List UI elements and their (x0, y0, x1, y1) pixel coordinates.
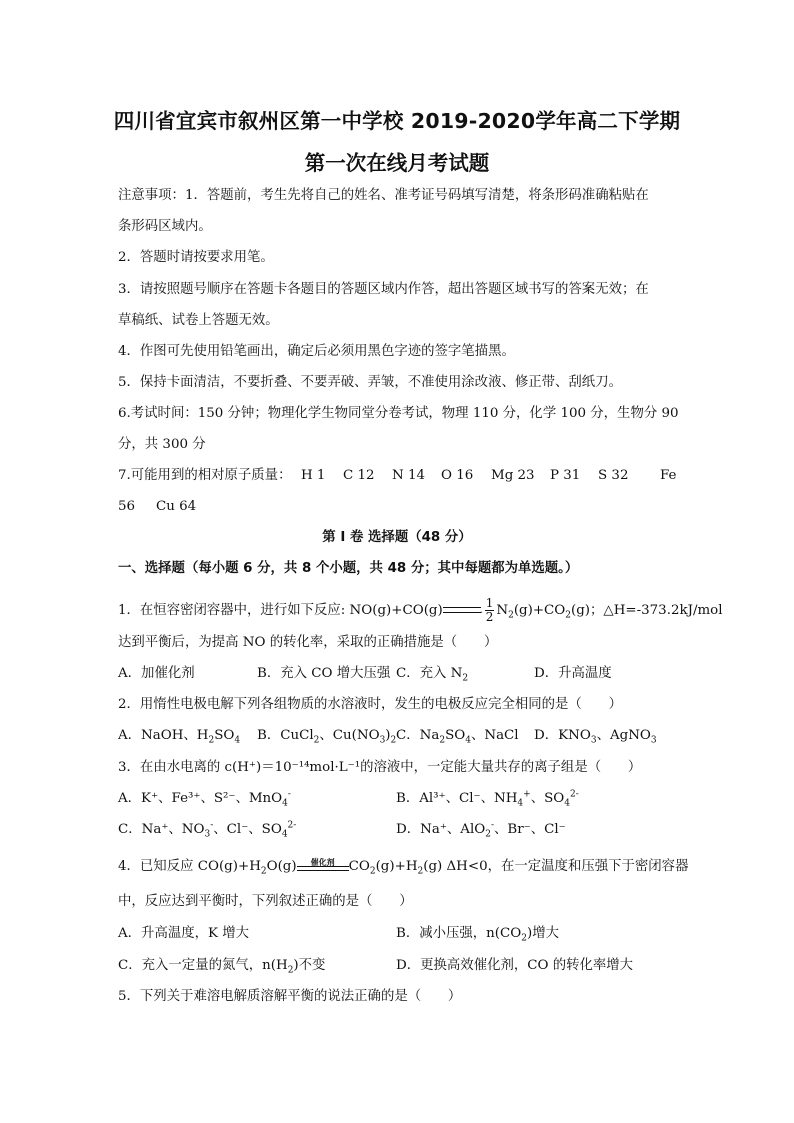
mass-fe: Fe (660, 468, 677, 483)
note-1b: 条形码区域内。 (118, 219, 212, 234)
q1-option-c: C．充入 $N_2$ (396, 666, 469, 684)
q2-option-c: C．$Na_2SO_4$、NaCl (396, 728, 519, 746)
q4-option-b: B．减小压强，$n(CO_2)$增大 (396, 926, 560, 944)
q2-option-a: A．NaOH、$H_2SO_4$ (118, 728, 241, 746)
question-1-stem: 1．在恒容密闭容器中，进行如下反应: NO(g)+CO(g) ⇀ $\frac{1}{2}$ $N_2(g)+CO_2(g)$；△H=-373.2kJ/mol (118, 596, 723, 624)
note-3a: 3．请按照题号顺序在答题卡各题目的答题区域内作答，超出答题区域书写的答案无效；在 (118, 282, 649, 297)
q3-option-a: A．K⁺、Fe³⁺、S²⁻、MnO$_4$- (118, 789, 291, 809)
mass-mg: Mg 23 (491, 468, 535, 483)
equilibrium-arrow-icon: ⇀ (443, 605, 483, 617)
section-intro: 一、选择题（每小题 6 分，共 8 个小题，共 48 分；其中每题都为单选题。） (118, 561, 579, 576)
q3-option-c: C．Na⁺、$NO_3^-$、Cl⁻、$SO_4^{2-}$ (118, 820, 297, 840)
question-4-options-row2 (118, 957, 634, 976)
mass-o: O 16 (441, 468, 474, 483)
note-7b (118, 498, 197, 516)
note-1a: 注意事项：1．答题前，考生先将自己的姓名、准考证号码填写清楚，将条形码准确粘贴在 (118, 188, 649, 203)
question-4-stem: 4．已知反应 $CO(g)+H_2O(g)$ 催化剂 $CO_2(g)+H_2(g)$ ΔH<0，在一定温度和压强下于密闭容器 (118, 857, 689, 877)
question-3-options-row1 (118, 789, 579, 809)
note-6a: 6.考试时间：150 分钟；物理化学生物同堂分卷考试，物理 110 分，化学 100 分，生物分 90 (118, 406, 679, 421)
note-4: 4．作图可先使用铅笔画出，确定后必须用黑色字迹的签字笔描黑。 (118, 344, 515, 359)
q1-option-a: A．加催化剂 (118, 666, 195, 681)
note-2: 2．答题时请按要求用笔。 (118, 250, 274, 265)
question-2-stem: 2．用惰性电极电解下列各组物质的水溶液时，发生的电极反应完全相同的是（ ） (118, 697, 622, 712)
q2-option-d: D．$KNO_3$、AgNO$_3$ (534, 728, 657, 746)
question-1-stem-2: 达到平衡后，为提高 NO 的转化率，采取的正确措施是（ ） (118, 635, 498, 650)
mass-cu: Cu 64 (156, 499, 197, 514)
q1-option-b: B．充入 CO 增大压强 (257, 666, 391, 681)
q3-option-d: D．Na⁺、AlO$_2$-、Br⁻、Cl⁻ (396, 820, 566, 840)
mass-fe-value: 56 (118, 499, 136, 514)
mass-n: N 14 (392, 468, 426, 483)
note-7a (118, 467, 677, 485)
exam-title: 四川省宜宾市叙州区第一中学校 2019-2020学年高二下学期 (113, 109, 681, 133)
atomic-mass-label: 7.可能用到的相对原子质量： (118, 468, 292, 483)
question-5-stem: 5．下列关于难溶电解质溶解平衡的说法正确的是（ ） (118, 989, 462, 1004)
q4-option-a: A．升高温度，K 增大 (118, 926, 250, 941)
q1-option-d: D．升高温度 (534, 666, 612, 681)
question-2-options (118, 727, 657, 746)
question-3-stem: 3．在由水电离的 c(H⁺)＝10⁻¹⁴mol·L⁻¹的溶液中，一定能大量共存的离子组是（ ） (118, 760, 642, 775)
question-3-options-row2 (118, 820, 566, 840)
fraction-one-half: $\frac{1}{2}$ (485, 596, 494, 624)
mass-h: H 1 (301, 468, 326, 483)
mass-s: S 32 (598, 468, 629, 483)
section-header: 第 I 卷 选择题（48 分） (322, 530, 472, 545)
note-5: 5．保持卡面清洁，不要折叠、不要弄破、弄皱，不准使用涂改液、修正带、刮纸刀。 (118, 375, 622, 390)
note-3b: 草稿纸、试卷上答题无效。 (118, 313, 279, 328)
question-4-stem-2: 中，反应达到平衡时，下列叙述正确的是（ ） (118, 894, 413, 909)
q4-option-d: D．更换高效催化剂，CO 的转化率增大 (396, 958, 634, 973)
question-4-options-row1 (118, 925, 560, 944)
mass-c: C 12 (343, 468, 375, 483)
question-1-options (118, 665, 612, 684)
mass-p: P 31 (550, 468, 581, 483)
q3-option-b: B．Al³⁺、Cl⁻、$NH_4^+$、$SO_4^{2-}$ (396, 789, 579, 809)
q4-option-c: C．充入一定量的氮气，$n(H_2)$不变 (118, 958, 326, 976)
exam-subtitle: 第一次在线月考试题 (304, 151, 490, 175)
catalyst-arrow-icon: 催化剂 (297, 859, 349, 875)
q2-option-b: B．CuCl$_2$、$Cu(NO_3)_2$ (257, 728, 397, 746)
note-6b: 分，共 300 分 (118, 437, 206, 452)
